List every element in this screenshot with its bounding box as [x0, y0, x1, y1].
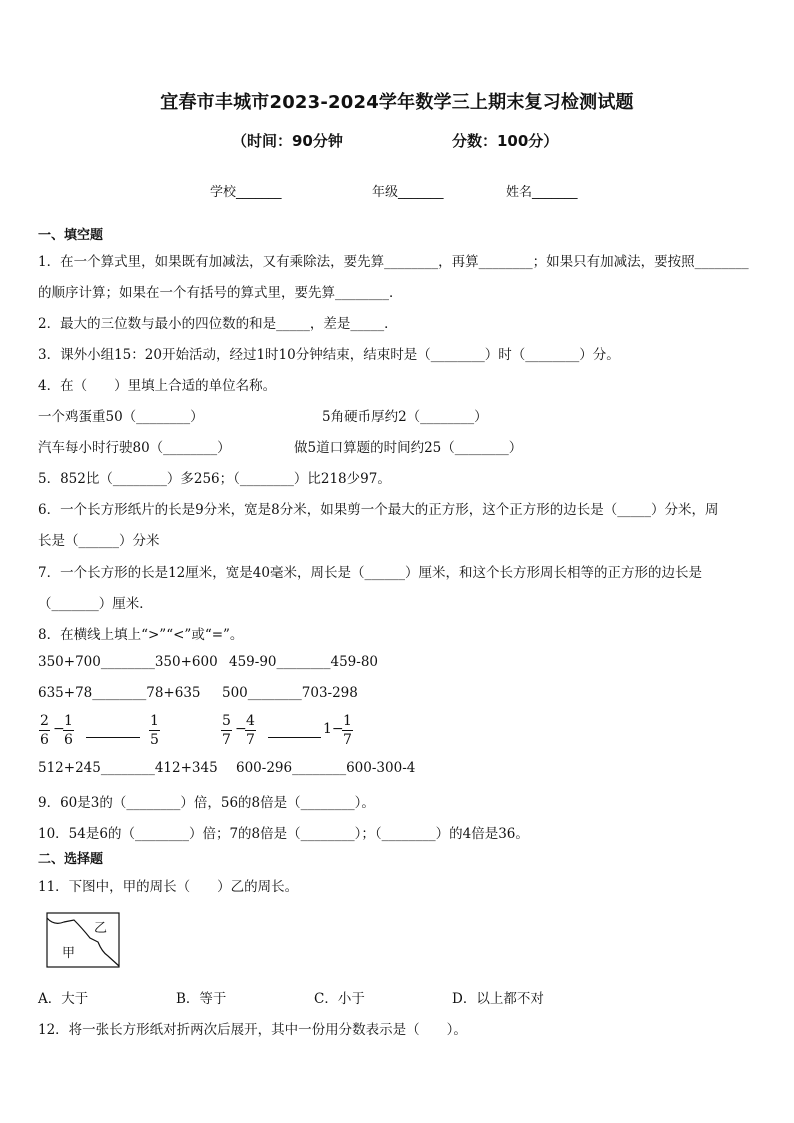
- label-jia: 甲: [62, 946, 76, 961]
- q11-option-a: A．大于: [38, 991, 89, 1007]
- q4-item-a: 一个鸡蛋重50（________）: [38, 409, 204, 425]
- q8-row4-a: 512+245________412+345: [38, 760, 218, 776]
- fraction: $\frac{5}{7}$: [222, 713, 231, 748]
- grade-field: 年级_______: [372, 185, 444, 200]
- q11-option-b: B．等于: [176, 991, 227, 1007]
- q4-item-b: 5角硬币厚约2（________）: [322, 409, 488, 425]
- q7-line1: 7．一个长方形的长是12厘米，宽是40毫米，周长是（______）厘米，和这个长方形周长相等的正方形的边长是: [38, 565, 702, 581]
- q8-row2-b: 500________703-298: [222, 685, 358, 701]
- fraction: $\frac{2}{6}$: [40, 713, 49, 748]
- name-field: 姓名_______: [506, 185, 578, 200]
- school-field: 学校_______: [210, 185, 282, 200]
- fraction: $\frac{4}{7}$: [246, 713, 255, 748]
- q11-option-d: D．以上都不对: [452, 991, 544, 1007]
- q2: 2．最大的三位数与最小的四位数的和是_____，差是_____．: [38, 316, 398, 332]
- q4-item-c: 汽车每小时行驶80（________）: [38, 440, 231, 456]
- q7-line2: （_______）厘米．: [38, 596, 153, 612]
- q1-line2: 的顺序计算；如果在一个有括号的算式里，要先算________．: [38, 285, 403, 301]
- fraction: $\frac{1}{6}$: [64, 713, 73, 748]
- answer-blank: [86, 737, 140, 738]
- q6-line1: 6．一个长方形纸片的长是9分米，宽是8分米，如果剪一个最大的正方形，这个正方形的边长是（_____）分米，周: [38, 502, 719, 518]
- q6-line2: 长是（______）分米: [38, 533, 160, 549]
- q8-stem: 8．在横线上填上“>”“<”或“=”。: [38, 627, 244, 643]
- page-title: 宜春市丰城市2023-2024学年数学三上期末复习检测试题: [160, 92, 634, 113]
- q11-option-c: C．小于: [314, 991, 365, 1007]
- q8-row1-b: 459-90________459-80: [229, 654, 379, 670]
- minus-sign: −: [53, 721, 65, 737]
- section-multiple-choice: 二、选择题: [38, 852, 104, 867]
- section-fill-in: 一、填空题: [38, 228, 104, 243]
- q11-figure: [46, 912, 120, 968]
- fraction: $\frac{1}{7}$: [343, 713, 352, 748]
- q12: 12．将一张长方形纸对折两次后展开，其中一份用分数表示是（ ）。: [38, 1022, 467, 1038]
- q4-item-d: 做5道口算题的时间约25（________）: [294, 440, 523, 456]
- q9: 9．60是3的（________）倍，56的8倍是（________）。: [38, 795, 375, 811]
- q4-stem: 4．在（ ）里填上合适的单位名称。: [38, 378, 277, 394]
- rectangle-diagram: [46, 912, 120, 968]
- answer-blank: [268, 737, 321, 738]
- q8-row2-a: 635+78________78+635: [38, 685, 201, 701]
- q8-row4-b: 600-296________600-300-4: [236, 760, 416, 776]
- whole-minus: 1−: [323, 721, 344, 737]
- q11-stem: 11．下图中，甲的周长（ ）乙的周长。: [38, 879, 299, 895]
- fraction: $\frac{1}{5}$: [150, 713, 159, 748]
- q1-line1: 1．在一个算式里，如果既有加减法，又有乘除法，要先算________，再算________；如果只有加减法，要按照________: [38, 254, 749, 270]
- q8-row1-a: 350+700________350+600: [38, 654, 218, 670]
- minus-sign: −: [235, 721, 247, 737]
- exam-time: （时间：90分钟: [232, 132, 343, 150]
- label-yi: 乙: [94, 921, 108, 936]
- exam-score: 分数：100分）: [452, 132, 559, 150]
- q3: 3．课外小组15：20开始活动，经过1时10分钟结束，结束时是（________）时（________）分。: [38, 347, 620, 363]
- q10: 10．54是6的（________）倍；7的8倍是（________）；（________）的4倍是36。: [38, 826, 529, 842]
- q5: 5．852比（________）多256；（________）比218少97。: [38, 471, 391, 487]
